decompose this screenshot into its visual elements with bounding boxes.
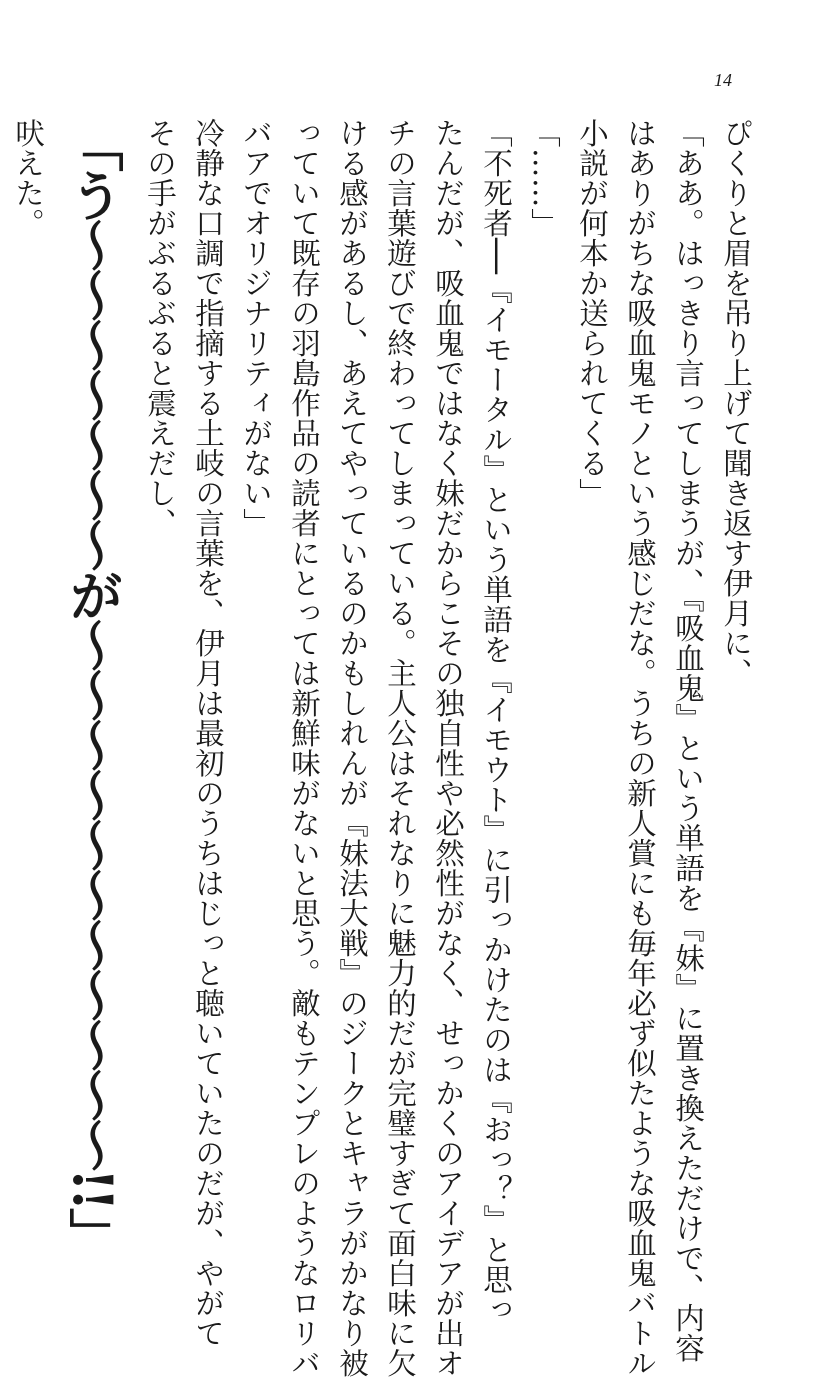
text-line: 冷静な口調で指摘する土岐の言葉を、伊月は最初のうちはじっと聴いていたのだが、やがて (191, 118, 225, 1348)
text-line: 「ああ。はっきり言ってしまうが、『吸血鬼』という単語を『妹』に置き換えただけで、内容 (671, 118, 705, 1364)
text-line: 「不死者──『イモータル』という単語を『イモウト』に引っかけたのは『おっ？』と思っ (479, 118, 513, 1325)
shout-line: 「う〜〜〜〜〜〜〜が〜〜〜〜〜〜〜〜〜〜〜!!」 (61, 118, 125, 1258)
text-line: たんだが、吸血鬼ではなく妹だからこその独自性や必然性がなく、せっかくのアイデアが出オ (431, 118, 465, 1378)
text-line: チの言葉遊びで終わってしまっている。主人公はそれなりに魅力的だが完璧すぎて面白味に欠 (383, 118, 417, 1378)
novel-text (11, 118, 760, 1378)
page-number: 14 (714, 70, 732, 90)
text-line: 小説が何本か送られてくる」 (575, 118, 609, 508)
text-line: っていて既存の羽島作品の読者にとっては新鮮味がないと思う。敵もテンプレのようなロリバ (287, 118, 321, 1378)
text-line: 吠えた。 (11, 118, 45, 238)
text-line (0, 118, 4, 1138)
text-line: バアでオリジナリティがない」 (239, 118, 273, 538)
text-line: ける感があるし、あえてやっているのかもしれんが『妹法大戦』のジークとキャラがかなり被 (335, 118, 369, 1378)
text-line: ぴくりと眉を吊り上げて聞き返す伊月に、 (719, 118, 753, 688)
text-line: その手がぶるぶると震えだし、 (143, 118, 177, 538)
text-line: はありがちな吸血鬼モノという感じだな。うちの新人賞にも毎年必ず似たような吸血鬼バトル (623, 118, 657, 1378)
text-line: 「……」 (527, 118, 561, 238)
